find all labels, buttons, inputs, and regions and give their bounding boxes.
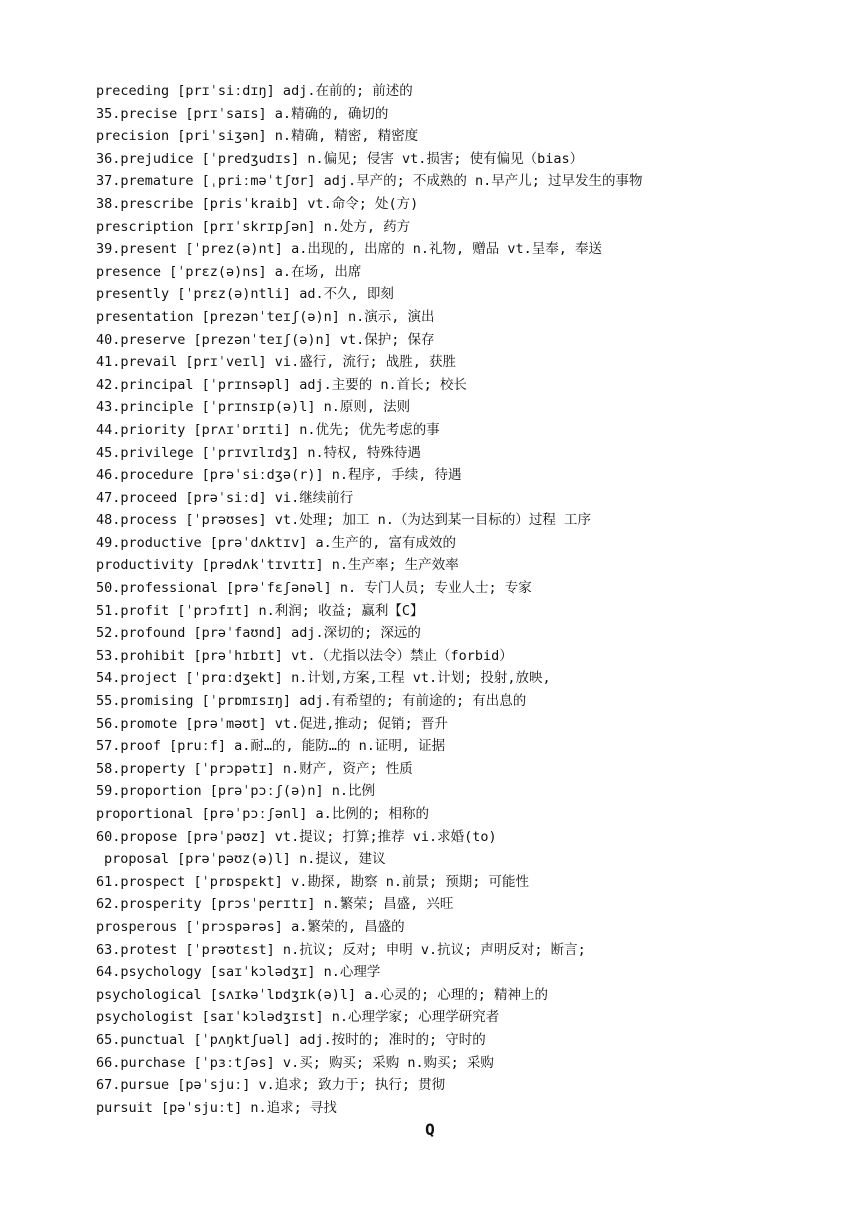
vocab-entry: 62.prosperity [prɔsˈperɪtɪ] n.繁荣; 昌盛, 兴旺 [96, 896, 454, 913]
vocab-entry: precision [priˈsiʒən] n.精确, 精密, 精密度 [96, 128, 419, 145]
vocab-entry: prescription [prɪˈskrɪpʃən] n.处方, 药方 [96, 218, 411, 235]
vocab-entry: 46.procedure [prəˈsiːdʒə(r)] n.程序, 手续, 待遇 [96, 467, 462, 484]
vocab-entry: presently [ˈprɛz(ə)ntli] ad.不久, 即刻 [96, 286, 394, 303]
vocab-entry: productivity [prədʌkˈtɪvɪtɪ] n.生产率; 生产效率 [96, 557, 459, 574]
vocab-entry: 38.prescribe [prisˈkraib] vt.命令; 处(方) [96, 195, 419, 212]
vocab-entry: 43.principle [ˈprɪnsɪp(ə)l] n.原则, 法则 [96, 399, 411, 416]
vocab-entry: 64.psychology [saɪˈkɔlədʒɪ] n.心理学 [96, 964, 381, 981]
vocab-entry: psychologist [saɪˈkɔlədʒɪst] n.心理学家; 心理学研究者 [96, 1009, 500, 1026]
vocab-entry: presence [ˈprɛz(ə)ns] a.在场, 出席 [96, 263, 362, 280]
vocab-entry: 61.prospect [ˈprɒspɛkt] v.勘探, 勘察 n.前景; 预期; 可能性 [96, 873, 529, 890]
vocab-entry: 35.precise [prɪˈsaɪs] a.精确的, 确切的 [96, 105, 389, 122]
vocab-entry: 51.profit [ˈprɔfɪt] n.利润; 收益; 赢利【C】 [96, 602, 424, 619]
vocab-entry: 66.purchase [ˈpɜːtʃəs] v.买; 购买; 采购 n.购买; 采购 [96, 1054, 494, 1071]
vocab-entry: psychological [sʌɪkəˈlɒdʒɪk(ə)l] a.心灵的; 心理的; 精神上的 [96, 986, 548, 1003]
vocab-entry: 49.productive [prəˈdʌktɪv] a.生产的, 富有成效的 [96, 534, 456, 551]
vocab-entry: 44.priority [prʌɪˈɒrɪti] n.优先; 优先考虑的事 [96, 421, 440, 438]
vocab-entry: 54.project [ˈprɑːdʒekt] n.计划,方案,工程 vt.计划; 投射,放映, [96, 670, 551, 687]
vocab-entry: 42.principal [ˈprɪnsəpl] adj.主要的 n.首长; 校长 [96, 376, 467, 393]
section-letter: Q [425, 1120, 435, 1139]
vocab-entry: 67.pursue [pəˈsjuː] v.追求; 致力于; 执行; 贯彻 [96, 1077, 446, 1094]
vocab-entry: 58.property [ˈprɔpətɪ] n.财产, 资产; 性质 [96, 760, 413, 777]
vocab-entry: prosperous [ˈprɔspərəs] a.繁荣的, 昌盛的 [96, 918, 405, 935]
vocab-entry: 59.proportion [prəˈpɔːʃ(ə)n] n.比例 [96, 783, 375, 800]
vocab-entry: 60.propose [prəˈpəʊz] vt.提议; 打算;推荐 vi.求婚(to) [96, 828, 497, 845]
vocab-entry: 36.prejudice [ˈpredʒudɪs] n.偏见; 侵害 vt.损害; 使有偏见（bias） [96, 150, 584, 167]
vocab-entry: 55.promising [ˈprɒmɪsɪŋ] adj.有希望的; 有前途的; 有出息的 [96, 693, 527, 710]
vocab-entry: 41.prevail [prɪˈveɪl] vi.盛行, 流行; 战胜, 获胜 [96, 354, 456, 371]
vocab-entry: 53.prohibit [prəˈhɪbɪt] vt.（尤指以法令）禁止（forbid） [96, 647, 513, 664]
vocab-entry: preceding [prɪˈsiːdɪŋ] adj.在前的; 前述的 [96, 83, 413, 99]
vocab-entry: 57.proof [pruːf] a.耐…的, 能防…的 n.证明, 证据 [96, 738, 446, 755]
vocab-entry: 48.process [ˈprəʊses] vt.处理; 加工 n.（为达到某一目标的）过程 工序 [96, 512, 591, 529]
vocab-entry: 52.profound [prəˈfaʊnd] adj.深切的; 深远的 [96, 625, 421, 642]
vocab-entry: 65.punctual [ˈpʌŋktʃuəl] adj.按时的; 准时的; 守时的 [96, 1031, 486, 1048]
vocab-entry: 50.professional [prəˈfɛʃənəl] n. 专门人员; 专业人士; 专家 [96, 580, 532, 597]
vocab-entry: 63.protest [ˈprəʊtɛst] n.抗议; 反对; 申明 v.抗议; 声明反对; 断言; [96, 941, 586, 958]
vocab-entry: 56.promote [prəˈməʊt] vt.促进,推动; 促销; 晋升 [96, 715, 448, 732]
vocab-entry: 37.premature [ˌpriːməˈtʃʊr] adj.早产的; 不成熟的 n.早产儿; 过早发生的事物 [96, 173, 643, 190]
vocab-entry: 47.proceed [prəˈsiːd] vi.继续前行 [96, 489, 354, 506]
vocab-entry: proportional [prəˈpɔːʃənl] a.比例的; 相称的 [96, 806, 429, 822]
vocab-entry: 45.privilege [ˈprɪvɪlɪdʒ] n.特权, 特殊待遇 [96, 444, 421, 461]
vocab-entry: pursuit [pəˈsjuːt] n.追求; 寻找 [96, 1099, 337, 1116]
vocab-entry: proposal [prəˈpəʊz(ə)l] n.提议, 建议 [104, 851, 386, 868]
vocab-entry: 40.preserve [prezənˈteɪʃ(ə)n] vt.保护; 保存 [96, 331, 435, 348]
vocabulary-list [96, 80, 816, 1119]
vocab-entry: presentation [prezənˈteɪʃ(ə)n] n.演示, 演出 [96, 308, 435, 325]
vocab-entry: 39.present [ˈprez(ə)nt] a.出现的, 出席的 n.礼物, 赠品 vt.呈奉, 奉送 [96, 241, 602, 258]
